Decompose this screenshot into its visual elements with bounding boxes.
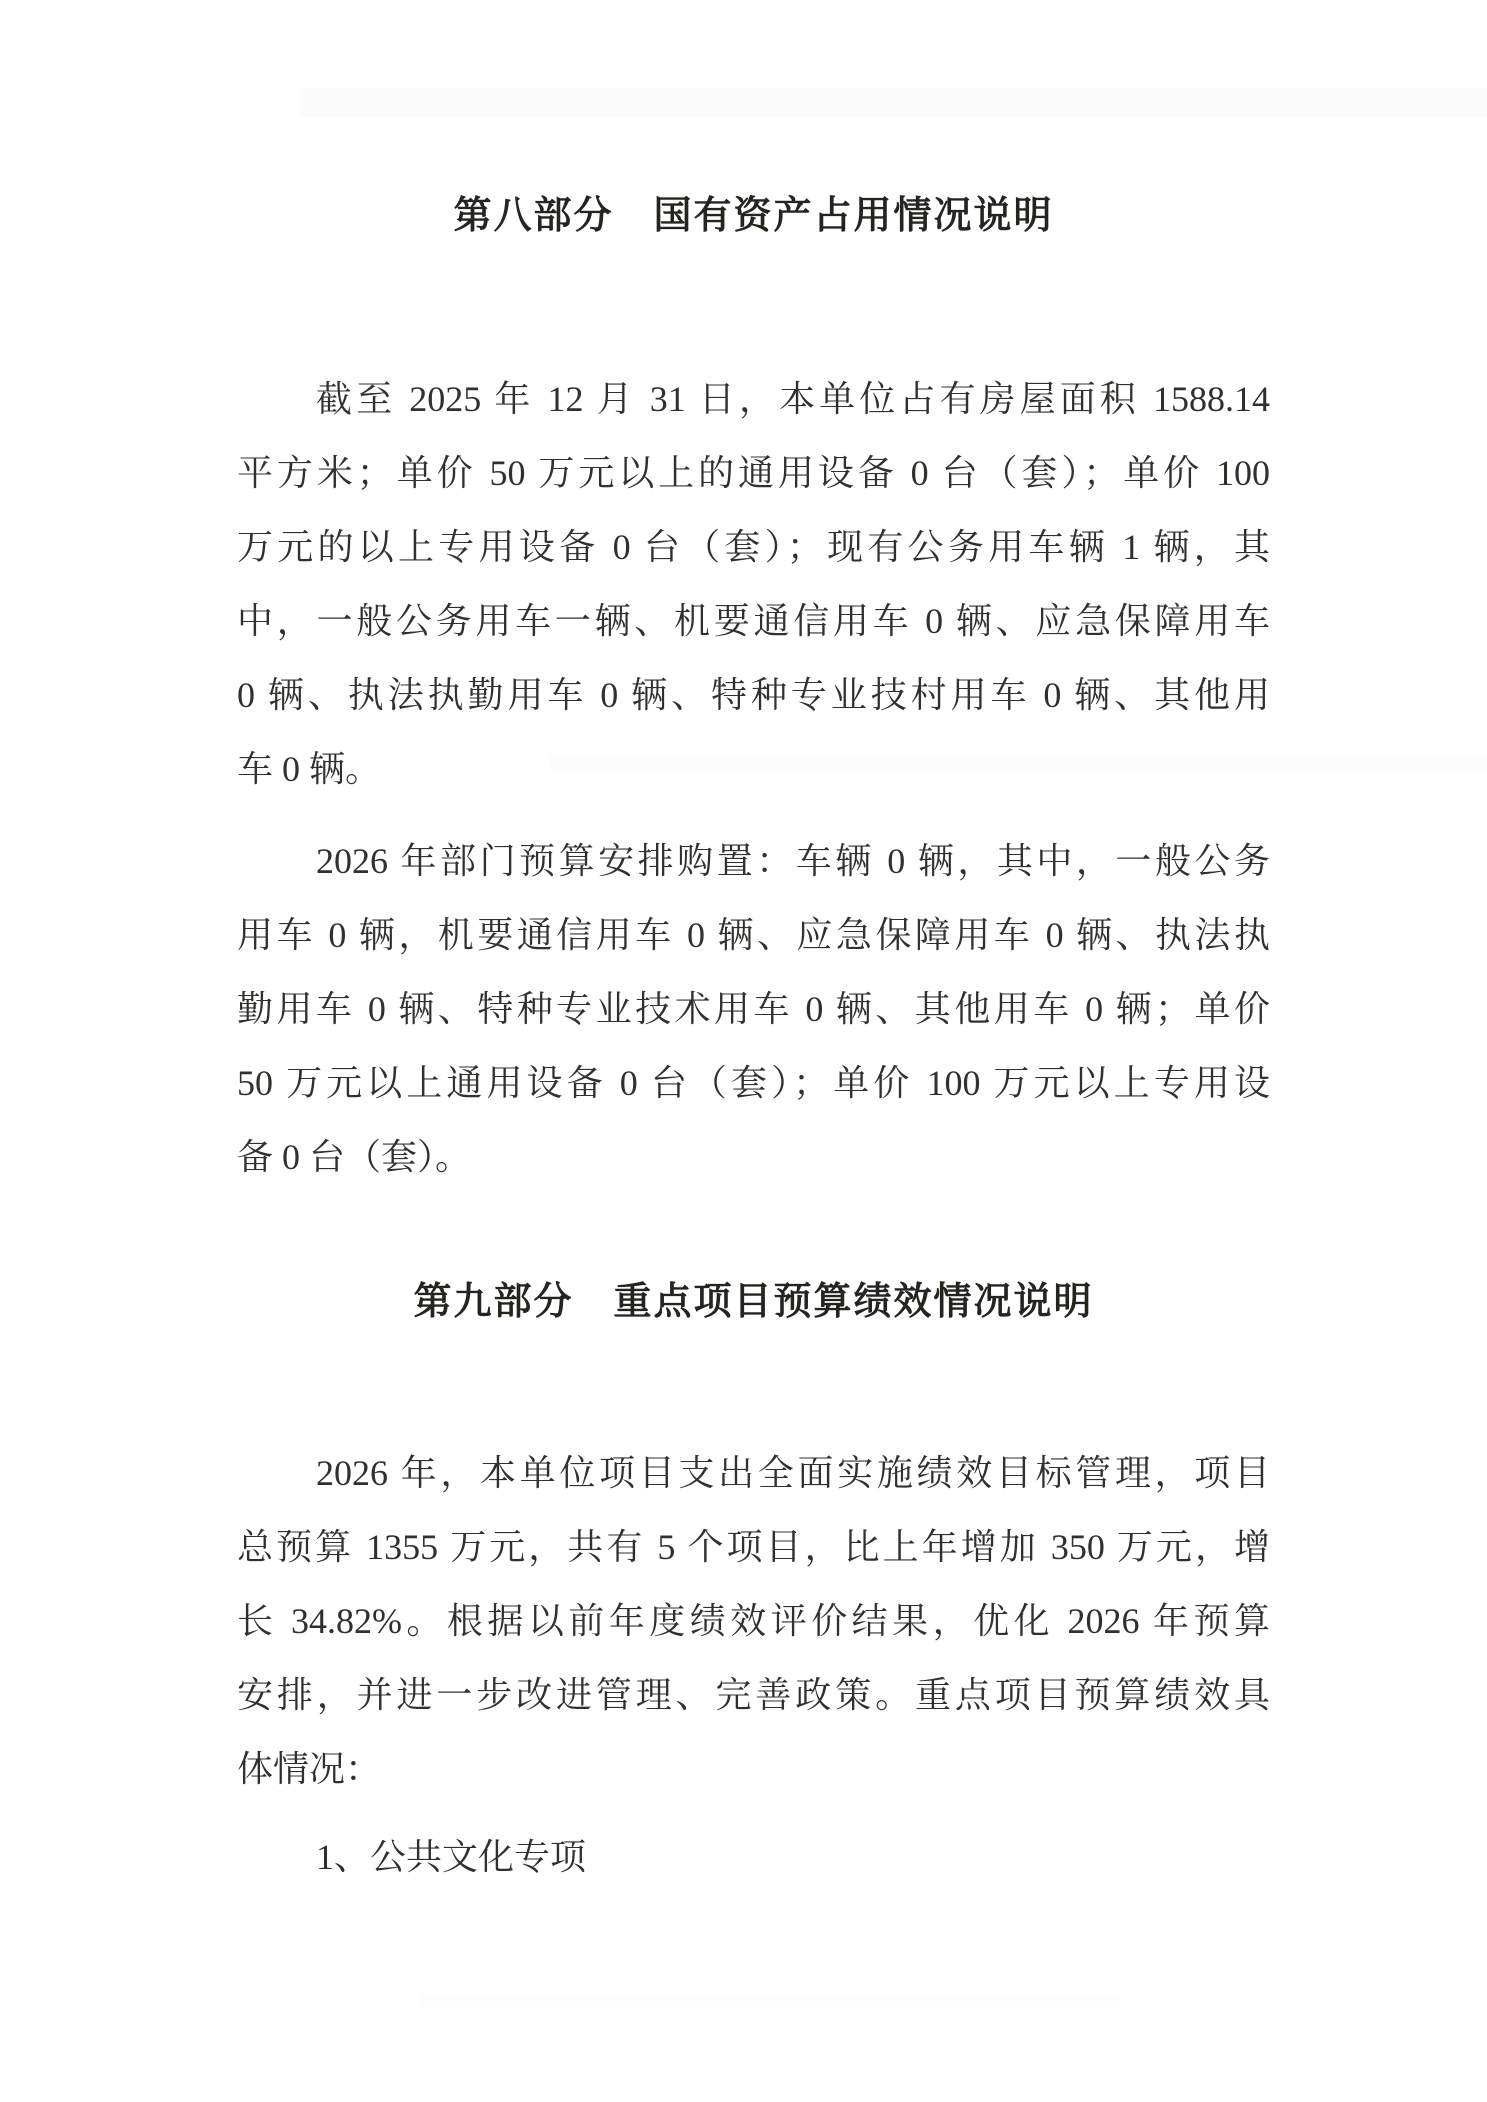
paragraph-line: 勤用车 0 辆、特种专业技术用车 0 辆、其他用车 0 辆；单价	[237, 989, 1270, 1029]
paragraph-line: 中，一般公务用车一辆、机要通信用车 0 辆、应急保障用车	[237, 601, 1270, 641]
section-8-paragraph-1	[237, 362, 1270, 806]
paragraph-line: 50 万元以上通用设备 0 台（套）；单价 100 万元以上专用设	[237, 1063, 1270, 1103]
paragraph-line: 2026 年部门预算安排购置：车辆 0 辆，其中，一般公务	[316, 841, 1270, 881]
section-9-item-1: 1、公共文化专项	[316, 1837, 587, 1877]
paragraph-line: 车 0 辆。	[237, 749, 382, 789]
document-content	[237, 0, 1270, 1894]
paragraph-line: 总预算 1355 万元，共有 5 个项目，比上年增加 350 万元，增	[237, 1527, 1270, 1567]
paragraph-line: 备 0 台（套）。	[237, 1137, 472, 1177]
paragraph-line: 平方米；单价 50 万元以上的通用设备 0 台（套）；单价 100	[237, 453, 1270, 493]
paragraph-line: 截至 2025 年 12 月 31 日，本单位占有房屋面积 1588.14	[316, 379, 1270, 419]
paragraph-line: 体情况：	[237, 1749, 382, 1789]
section-8-paragraph-2	[237, 824, 1270, 1194]
scan-artifact-bottom	[420, 1995, 1120, 2009]
paragraph-line: 用车 0 辆，机要通信用车 0 辆、应急保障用车 0 辆、执法执	[237, 915, 1270, 955]
paragraph-line: 安排，并进一步改进管理、完善政策。重点项目预算绩效具	[237, 1675, 1270, 1715]
section-9-heading: 第九部分 重点项目预算绩效情况说明	[413, 1281, 1094, 1323]
paragraph-line: 0 辆、执法执勤用车 0 辆、特种专业技村用车 0 辆、其他用	[237, 675, 1270, 715]
paragraph-line: 2026 年，本单位项目支出全面实施绩效目标管理，项目	[316, 1453, 1270, 1493]
paragraph-line: 长 34.82%。根据以前年度绩效评价结果，优化 2026 年预算	[237, 1601, 1270, 1641]
section-9-paragraph-1	[237, 1436, 1270, 1806]
section-8-heading: 第八部分 国有资产占用情况说明	[453, 195, 1054, 237]
paragraph-line: 万元的以上专用设备 0 台（套）；现有公务用车辆 1 辆，其	[237, 527, 1270, 567]
